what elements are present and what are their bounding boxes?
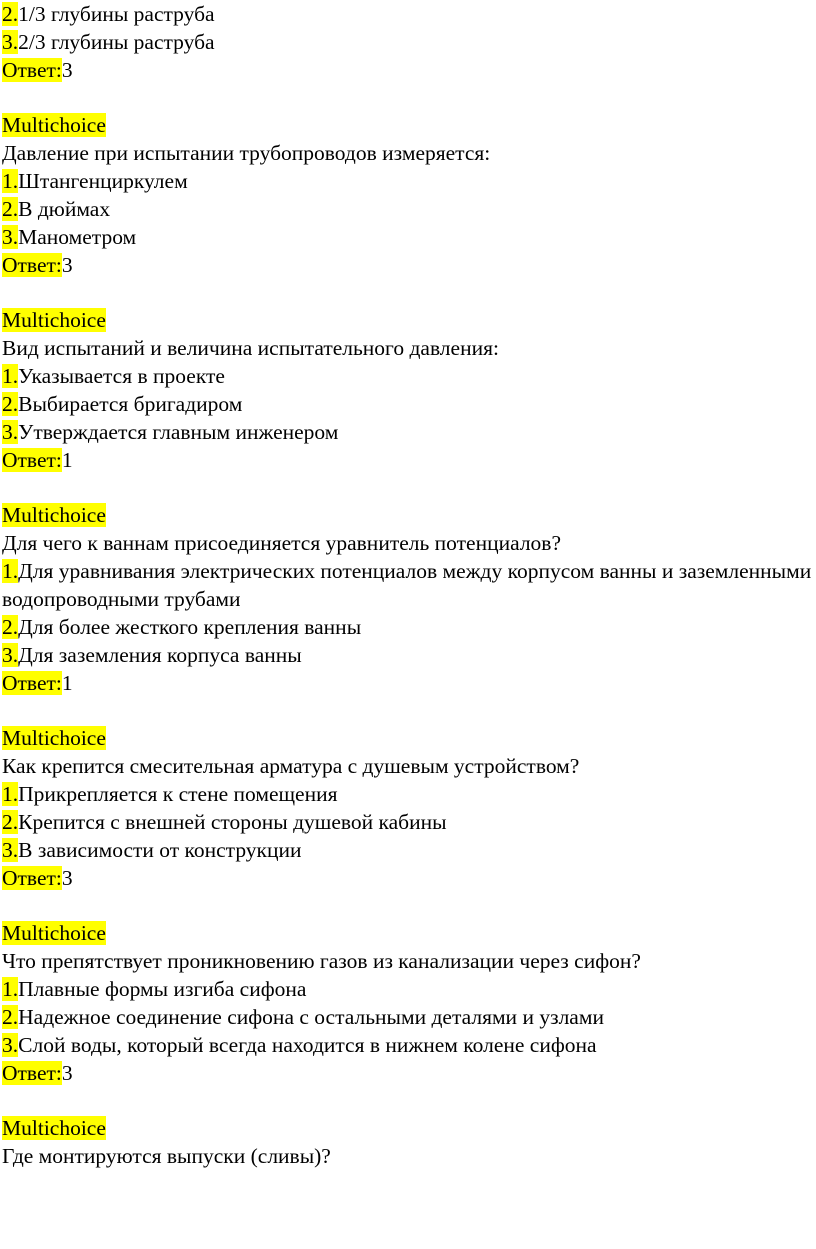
answer-value: 1	[61, 671, 73, 695]
option-text: Манометром	[18, 225, 137, 249]
question-type: Multichoice	[2, 503, 106, 527]
question-block	[2, 306, 816, 474]
option-line	[2, 0, 816, 28]
option-number: 1.	[2, 169, 19, 193]
option-line	[2, 362, 816, 390]
option-line	[2, 613, 816, 641]
option-text: Для заземления корпуса ванны	[18, 643, 302, 667]
question-type: Multichoice	[2, 1116, 106, 1140]
answer-line	[2, 669, 816, 697]
option-number: 2.	[2, 1005, 19, 1029]
option-text: Прикрепляется к стене помещения	[18, 782, 338, 806]
option-text: Крепится с внешней стороны душевой кабины	[18, 810, 447, 834]
option-line	[2, 836, 816, 864]
answer-value: 3	[61, 58, 73, 82]
option-line	[2, 1031, 816, 1059]
question-type-line	[2, 724, 816, 752]
option-line	[2, 28, 816, 56]
option-text: Выбирается бригадиром	[18, 392, 243, 416]
option-number: 2.	[2, 810, 19, 834]
option-number: 1.	[2, 782, 19, 806]
option-number: 3.	[2, 643, 19, 667]
option-number: 1.	[2, 977, 19, 1001]
option-number: 3.	[2, 838, 19, 862]
question-block	[2, 111, 816, 279]
previous-question-tail	[2, 0, 816, 84]
question-block	[2, 919, 816, 1087]
question-type: Multichoice	[2, 113, 106, 137]
option-text: Надежное соединение сифона с остальными деталями и узлами	[18, 1005, 604, 1029]
question-type-line	[2, 919, 816, 947]
answer-value: 3	[61, 1061, 73, 1085]
option-text: Штангенциркулем	[18, 169, 188, 193]
answer-label: Ответ:	[2, 253, 62, 277]
answer-value: 3	[61, 866, 73, 890]
question-text: Для чего к ваннам присоединяется уравнитель потенциалов?	[2, 531, 561, 555]
option-number: 2.	[2, 2, 19, 26]
option-number: 3.	[2, 420, 19, 444]
option-text: 2/3 глубины раструба	[18, 30, 215, 54]
answer-label: Ответ:	[2, 448, 62, 472]
question-block	[2, 724, 816, 892]
option-number: 2.	[2, 615, 19, 639]
option-number: 2.	[2, 392, 19, 416]
option-text: В дюймах	[18, 197, 111, 221]
option-text: Указывается в проекте	[18, 364, 225, 388]
answer-line	[2, 56, 816, 84]
question-block	[2, 1114, 816, 1170]
question-type-line	[2, 306, 816, 334]
answer-label: Ответ:	[2, 58, 62, 82]
answer-line	[2, 251, 816, 279]
option-text: Для уравнивания электрических потенциалов между корпусом ванны и заземленными водопроводными трубами	[2, 559, 812, 611]
option-line	[2, 223, 816, 251]
question-type: Multichoice	[2, 308, 106, 332]
answer-label: Ответ:	[2, 1061, 62, 1085]
question-text: Вид испытаний и величина испытательного давления:	[2, 336, 499, 360]
answer-label: Ответ:	[2, 866, 62, 890]
answer-value: 1	[61, 448, 73, 472]
answer-line	[2, 1059, 816, 1087]
option-line	[2, 418, 816, 446]
option-text: Утверждается главным инженером	[18, 420, 339, 444]
option-line	[2, 975, 816, 1003]
question-text: Что препятствует проникновению газов из канализации через сифон?	[2, 949, 641, 973]
option-line	[2, 195, 816, 223]
question-type: Multichoice	[2, 921, 106, 945]
option-line	[2, 780, 816, 808]
option-line	[2, 808, 816, 836]
option-number: 3.	[2, 225, 19, 249]
option-text: Плавные формы изгиба сифона	[18, 977, 307, 1001]
question-block	[2, 501, 816, 697]
option-number: 3.	[2, 30, 19, 54]
option-line	[2, 641, 816, 669]
option-line	[2, 557, 816, 613]
answer-value: 3	[61, 253, 73, 277]
option-text: В зависимости от конструкции	[18, 838, 302, 862]
option-number: 1.	[2, 364, 19, 388]
question-text: Где монтируются выпуски (сливы)?	[2, 1144, 331, 1168]
answer-line	[2, 864, 816, 892]
option-text: Слой воды, который всегда находится в нижнем колене сифона	[18, 1033, 597, 1057]
option-text: 1/3 глубины раструба	[18, 2, 215, 26]
option-line	[2, 167, 816, 195]
option-text: Для более жесткого крепления ванны	[18, 615, 362, 639]
option-number: 2.	[2, 197, 19, 221]
answer-label: Ответ:	[2, 671, 62, 695]
question-text: Давление при испытании трубопроводов измеряется:	[2, 141, 491, 165]
question-type-line	[2, 1114, 816, 1142]
question-type-line	[2, 501, 816, 529]
option-number: 1.	[2, 559, 19, 583]
answer-line	[2, 446, 816, 474]
option-number: 3.	[2, 1033, 19, 1057]
option-line	[2, 390, 816, 418]
question-text: Как крепится смесительная арматура с душевым устройством?	[2, 754, 580, 778]
question-type-line	[2, 111, 816, 139]
question-type: Multichoice	[2, 726, 106, 750]
option-line	[2, 1003, 816, 1031]
